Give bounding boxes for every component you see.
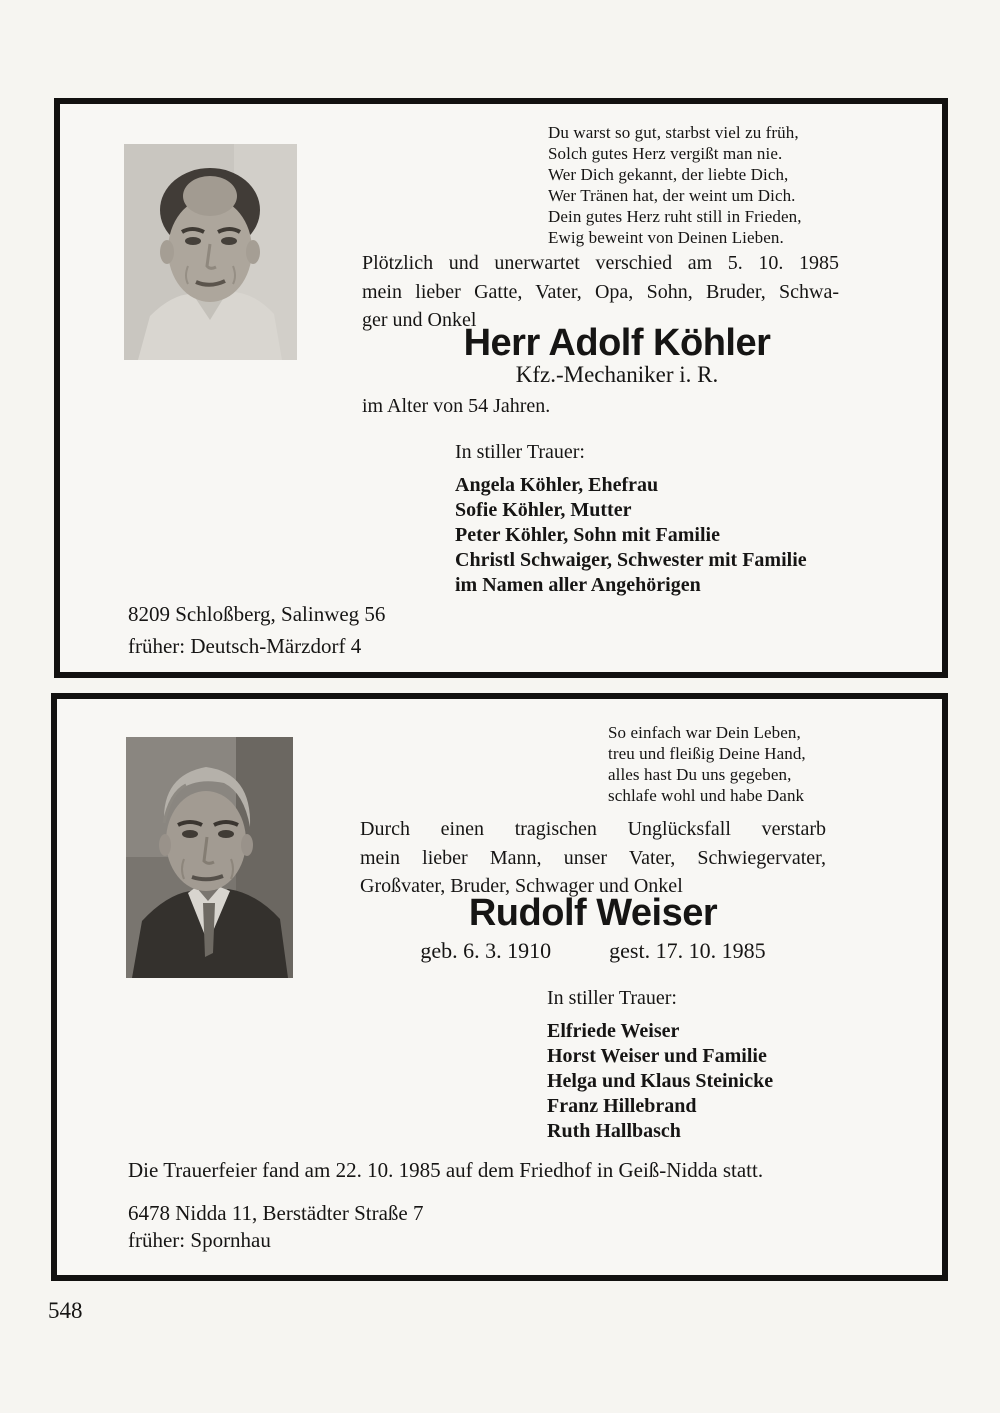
text-line: treu und fleißig Deine Hand, — [608, 744, 806, 763]
text-line: Ewig beweint von Deinen Lieben. — [548, 228, 784, 247]
text-line: Ruth Hallbasch — [547, 1120, 681, 1142]
deceased-profession: Kfz.-Mechaniker i. R. — [515, 362, 719, 387]
mourners-list — [547, 1019, 773, 1144]
text-line: Solch gutes Herz vergißt man nie. — [548, 144, 783, 163]
text-line: früher: Deutsch-Märzdorf 4 — [128, 634, 362, 658]
address-block — [128, 598, 385, 662]
funeral-notice-line: Die Trauerfeier fand am 22. 10. 1985 auf dem Friedhof in Geiß-Nidda statt. — [128, 1158, 764, 1182]
text-line: ger und Onkel — [362, 309, 477, 331]
text-line: Franz Hillebrand — [547, 1095, 697, 1117]
text-line: Wer Dich gekannt, der liebte Dich, — [548, 165, 789, 184]
text-line: Christl Schwaiger, Schwester mit Familie — [455, 549, 807, 571]
text-line: mein lieber Gatte, Vater, Opa, Sohn, Bruder, Schwa- — [362, 280, 839, 303]
mourning-label: In stiller Trauer: — [455, 441, 585, 463]
text-line: Sofie Köhler, Mutter — [455, 499, 632, 521]
text-line: im Namen aller Angehörigen — [455, 574, 701, 596]
text-line: mein lieber Mann, unser Vater, Schwiegervater, — [360, 846, 826, 869]
mourners-list — [455, 473, 807, 598]
mourning-label: In stiller Trauer: — [547, 987, 677, 1009]
deceased-name: Herr Adolf Köhler — [463, 322, 771, 364]
text-line: früher: Spornhau — [128, 1228, 271, 1252]
birth-death-dates — [360, 938, 826, 964]
text-line: Angela Köhler, Ehefrau — [455, 474, 659, 496]
memorial-poem — [608, 722, 806, 806]
memorial-poem — [548, 122, 802, 248]
text-line: Elfriede Weiser — [547, 1020, 680, 1042]
death-date: gest. 17. 10. 1985 — [609, 938, 766, 963]
portrait-photo-rudolf-weiser — [126, 737, 293, 978]
text-line: Du warst so gut, starbst viel zu früh, — [548, 123, 799, 142]
obituary-card-koehler — [54, 98, 948, 678]
text-line: 8209 Schloßberg, Salinweg 56 — [128, 602, 386, 626]
text-line: 6478 Nidda 11, Berstädter Straße 7 — [128, 1201, 424, 1225]
age-line: im Alter von 54 Jahren. — [362, 395, 551, 417]
text-line: Plötzlich und unerwartet verschied am 5. 10. 1985 — [362, 252, 839, 274]
deceased-name: Rudolf Weiser — [468, 892, 718, 934]
page-number: 548 — [48, 1298, 83, 1323]
text-line: Dein gutes Herz ruht still in Frieden, — [548, 207, 802, 226]
text-line: Großvater, Bruder, Schwager und Onkel — [360, 875, 683, 897]
portrait-photo-adolf-koehler — [124, 144, 297, 360]
text-line: So einfach war Dein Leben, — [608, 723, 801, 742]
obituary-card-weiser — [51, 693, 948, 1281]
text-line: Horst Weiser und Familie — [547, 1045, 767, 1067]
address-block — [128, 1200, 424, 1254]
text-line: alles hast Du uns gegeben, — [608, 765, 792, 784]
text-line: Helga und Klaus Steinicke — [547, 1070, 774, 1092]
death-announcement-text — [360, 815, 826, 901]
birth-date: geb. 6. 3. 1910 — [420, 938, 552, 963]
text-line: schlafe wohl und habe Dank — [608, 786, 805, 805]
text-line: Durch einen tragischen Unglücksfall verstarb — [360, 818, 826, 840]
text-line: Wer Tränen hat, der weint um Dich. — [548, 186, 796, 205]
text-line: Peter Köhler, Sohn mit Familie — [455, 524, 720, 546]
